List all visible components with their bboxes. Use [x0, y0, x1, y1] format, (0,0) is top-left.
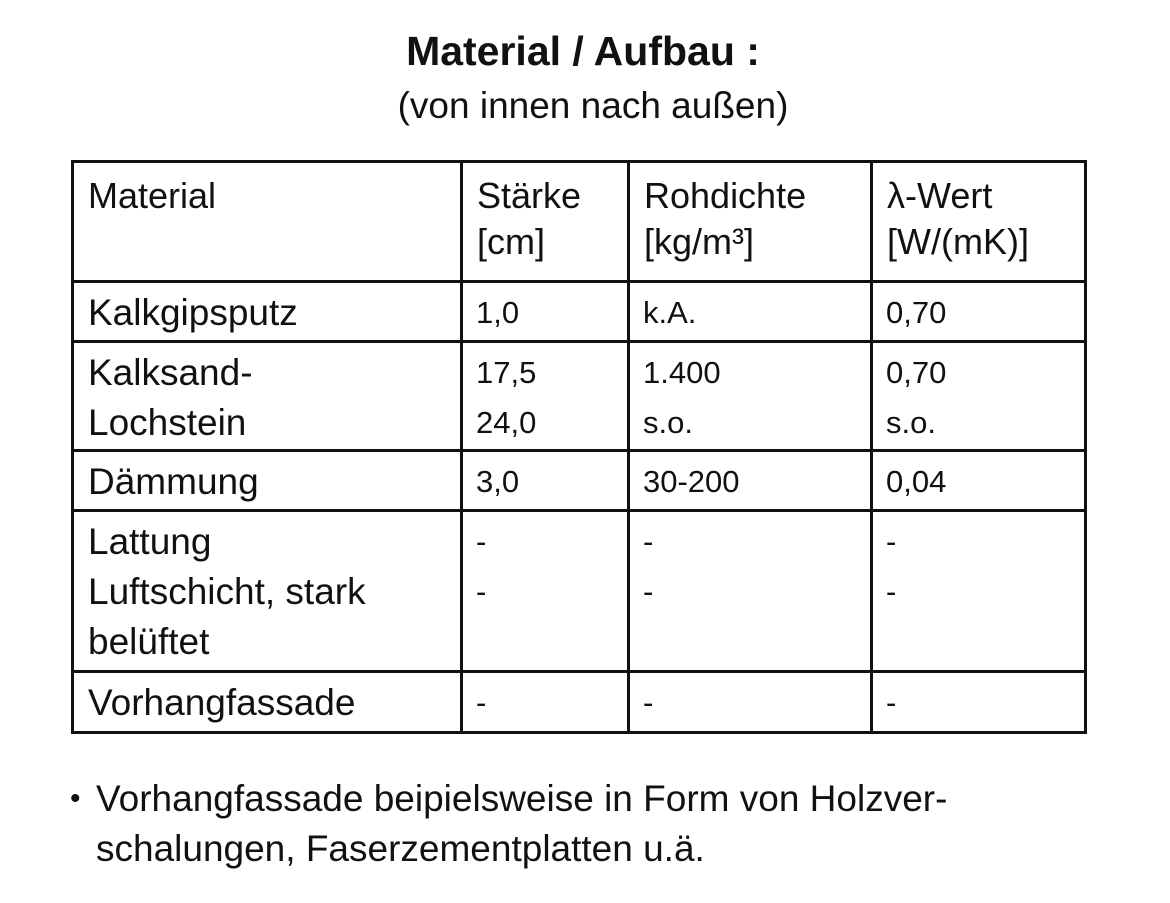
table-row — [73, 451, 1086, 511]
rohdichte-value: 30-200 — [643, 464, 740, 499]
staerke-cell — [462, 451, 629, 511]
staerke-value: 24,0 — [476, 405, 537, 440]
material-cell — [73, 282, 462, 342]
staerke-cell — [462, 511, 629, 672]
material-name: Dämmung — [88, 461, 259, 502]
lambda-value: s.o. — [886, 405, 936, 440]
bullet-note — [70, 774, 1150, 874]
lambda-cell — [872, 342, 1086, 451]
material-name: Lochstein — [88, 402, 247, 443]
material-name: belüftet — [88, 621, 210, 662]
staerke-cell — [462, 672, 629, 733]
header-cell-material — [73, 162, 462, 282]
header-cell-rohdichte — [629, 162, 872, 282]
lambda-value: 0,04 — [886, 464, 947, 499]
lambda-value: 0,70 — [886, 355, 947, 390]
material-cell — [73, 451, 462, 511]
rohdichte-value: - — [643, 685, 654, 720]
bullet-marker: • — [70, 782, 81, 815]
rohdichte-cell — [629, 282, 872, 342]
rohdichte-value: s.o. — [643, 405, 693, 440]
table-header-row — [73, 162, 1086, 282]
header-material-line: Material — [88, 175, 217, 216]
staerke-cell — [462, 342, 629, 451]
rohdichte-value: 1.400 — [643, 355, 721, 390]
table-row — [73, 282, 1086, 342]
rohdichte-cell — [629, 451, 872, 511]
lambda-cell — [872, 511, 1086, 672]
staerke-value: - — [476, 685, 487, 720]
staerke-value: 17,5 — [476, 355, 537, 390]
lambda-value: - — [886, 524, 897, 559]
table-row — [73, 342, 1086, 451]
staerke-value: - — [476, 574, 487, 609]
lambda-value: 0,70 — [886, 295, 947, 330]
staerke-value: 3,0 — [476, 464, 520, 499]
lambda-cell — [872, 672, 1086, 733]
header-cell-lambda — [872, 162, 1086, 282]
bullet-text-line: schalungen, Faserzementplatten u.ä. — [96, 828, 705, 869]
rohdichte-cell — [629, 342, 872, 451]
header-rohdichte-unit: [kg/m³] — [644, 221, 755, 262]
lambda-cell — [872, 451, 1086, 511]
header-staerke-unit: [cm] — [477, 221, 545, 262]
lambda-cell — [872, 282, 1086, 342]
rohdichte-cell — [629, 511, 872, 672]
material-name: Luftschicht, stark — [88, 571, 366, 612]
rohdichte-value: - — [643, 524, 654, 559]
material-name: Lattung — [88, 521, 212, 562]
lambda-value: - — [886, 685, 897, 720]
lambda-value: - — [886, 574, 897, 609]
table-row — [73, 511, 1086, 672]
rohdichte-value: k.A. — [643, 295, 697, 330]
staerke-value: 1,0 — [476, 295, 520, 330]
material-table — [71, 160, 1087, 734]
header-lambda-unit: [W/(mK)] — [887, 221, 1029, 262]
material-cell — [73, 672, 462, 733]
material-cell — [73, 342, 462, 451]
staerke-cell — [462, 282, 629, 342]
material-name: Kalksand- — [88, 352, 253, 393]
material-cell — [73, 511, 462, 672]
staerke-value: - — [476, 524, 487, 559]
rohdichte-cell — [629, 672, 872, 733]
header-staerke-line: Stärke — [477, 175, 582, 216]
page-subtitle: (von innen nach außen) — [397, 85, 789, 126]
rohdichte-value: - — [643, 574, 654, 609]
bullet-text-line: Vorhangfassade beipielsweise in Form von Holzver- — [96, 778, 948, 819]
page-title: Material / Aufbau : — [406, 28, 760, 74]
bullet-text — [96, 774, 1150, 874]
header-cell-staerke — [462, 162, 629, 282]
material-name: Kalkgipsputz — [88, 292, 298, 333]
material-name: Vorhangfassade — [88, 682, 356, 723]
header-rohdichte-line: Rohdichte — [644, 175, 807, 216]
table-row — [73, 672, 1086, 733]
header-lambda-line: λ-Wert — [887, 175, 993, 216]
